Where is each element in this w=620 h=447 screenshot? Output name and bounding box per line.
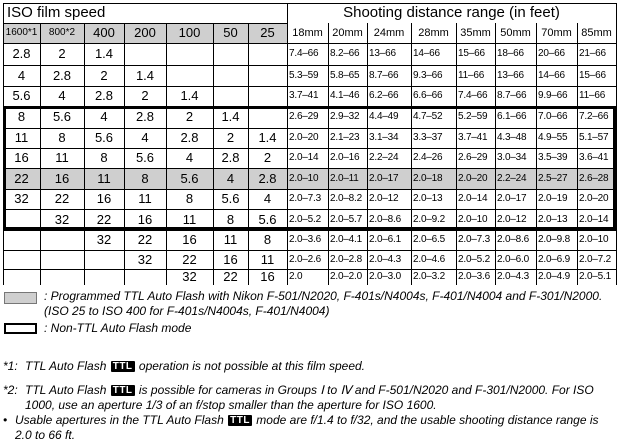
iso-column-header: 100 bbox=[178, 25, 201, 40]
aperture-cell: 4 bbox=[226, 171, 235, 186]
distance-cell: 2.0–4.6 bbox=[413, 254, 445, 265]
distance-cell: 2.0–12 bbox=[497, 214, 527, 225]
focal-length-header: 35mm bbox=[460, 27, 491, 39]
aperture-cell: 11 bbox=[260, 252, 275, 267]
aperture-cell: 32 bbox=[54, 212, 70, 227]
aperture-cell: 1.4 bbox=[135, 68, 155, 83]
distance-cell: 8.2–66 bbox=[330, 48, 360, 59]
aperture-cell: 16 bbox=[223, 252, 238, 267]
iso-column-header: 50 bbox=[223, 25, 238, 40]
aperture-cell: 2 bbox=[141, 88, 149, 103]
aperture-cell: 2 bbox=[185, 109, 194, 124]
distance-cell: 3.7–41 bbox=[458, 132, 488, 143]
distance-cell: 2.0–17 bbox=[369, 173, 399, 184]
focal-length-header: 24mm bbox=[373, 27, 405, 39]
footnote-3 bbox=[3, 413, 615, 443]
aperture-cell: 4 bbox=[100, 109, 108, 124]
aperture-cell: 32 bbox=[137, 252, 153, 267]
aperture-cell: 8 bbox=[17, 109, 26, 124]
grey-swatch-icon bbox=[4, 292, 37, 304]
distance-cell: 11–66 bbox=[579, 90, 606, 101]
distance-cell: 2.2–24 bbox=[497, 173, 527, 184]
legend-box-text: : Non-TTL Auto Flash mode bbox=[44, 321, 192, 335]
distance-cell: 2.0–2.8 bbox=[330, 254, 362, 265]
footnote-3-text-a: Usable apertures in the TTL Auto Flash bbox=[15, 413, 224, 427]
aperture-cell: 2.8 bbox=[180, 130, 199, 145]
aperture-cell: 11 bbox=[182, 212, 197, 227]
distance-cell: 11–66 bbox=[458, 70, 485, 81]
distance-cell: 2.0–4.9 bbox=[538, 271, 570, 282]
distance-cell: 2.6–29 bbox=[289, 111, 319, 122]
iso-film-speed-header: ISO film speed bbox=[7, 4, 106, 21]
distance-cell: 2.0–6.1 bbox=[369, 234, 401, 245]
aperture-cell: 16 bbox=[96, 191, 112, 206]
distance-cell: 2.0–14 bbox=[289, 152, 319, 163]
distance-cell: 2.0–20 bbox=[579, 193, 609, 204]
aperture-cell: 8 bbox=[185, 191, 194, 206]
distance-cell: 2.0–13 bbox=[413, 193, 443, 204]
distance-cell: 2.6–28 bbox=[579, 173, 609, 184]
aperture-cell: 4 bbox=[17, 68, 26, 83]
distance-cell: 2.0–14 bbox=[579, 214, 609, 225]
iso-column-header: 25 bbox=[260, 25, 275, 40]
iso-column-header: 800*2 bbox=[48, 27, 76, 38]
iso-column-header: 1600*1 bbox=[5, 27, 38, 38]
aperture-cell: 5.6 bbox=[94, 130, 114, 145]
legend-grey-row bbox=[3, 289, 615, 319]
aperture-cell: 1.4 bbox=[258, 130, 277, 145]
distance-cell: 8.7–66 bbox=[497, 90, 527, 101]
distance-cell: 2.0–5.2 bbox=[458, 254, 490, 265]
aperture-cell: 22 bbox=[182, 252, 197, 267]
distance-cell: 2.0–20 bbox=[289, 132, 319, 143]
distance-cell: 5.3–59 bbox=[289, 70, 319, 81]
bold-box-swatch-icon bbox=[4, 323, 37, 334]
ttl-badge-icon: TTL bbox=[230, 415, 250, 426]
distance-cell: 2.0–6.0 bbox=[497, 254, 529, 265]
focal-length-header: 18mm bbox=[292, 27, 323, 39]
aperture-cell: 4 bbox=[141, 130, 149, 145]
distance-cell: 2.0–20 bbox=[458, 173, 488, 184]
aperture-cell: 22 bbox=[96, 212, 112, 227]
distance-cell: 5.8–65 bbox=[330, 70, 360, 81]
aperture-cell: 2.8 bbox=[221, 150, 240, 165]
distance-cell: 4.7–52 bbox=[413, 111, 443, 122]
aperture-cell: 2.8 bbox=[12, 46, 31, 61]
aperture-cell: 2 bbox=[263, 150, 272, 165]
distance-cell: 2.0–4.3 bbox=[369, 254, 401, 265]
aperture-cell: 2 bbox=[100, 68, 108, 83]
distance-cell: 9.3–66 bbox=[413, 70, 443, 81]
aperture-cell: 5.6 bbox=[52, 109, 72, 124]
aperture-cell: 4 bbox=[263, 191, 272, 206]
distance-cell: 2.0–5.1 bbox=[579, 271, 611, 282]
focal-length-header: 50mm bbox=[500, 27, 531, 39]
distance-cell: 2.0 bbox=[289, 271, 303, 282]
footnote-2-mark: *2: bbox=[3, 383, 18, 397]
aperture-cell: 16 bbox=[260, 269, 275, 284]
aperture-cell: 22 bbox=[54, 191, 70, 206]
distance-cell: 2.1–23 bbox=[330, 132, 360, 143]
aperture-cell: 5.6 bbox=[135, 150, 155, 165]
ttl-badge-icon: TTL bbox=[112, 361, 133, 372]
distance-cell: 4.4–49 bbox=[369, 111, 399, 122]
aperture-cell: 4 bbox=[185, 150, 194, 165]
footnote-1 bbox=[3, 359, 615, 374]
aperture-cell: 2 bbox=[226, 130, 235, 145]
aperture-cell: 8 bbox=[58, 130, 66, 145]
footnote-2 bbox=[3, 383, 615, 413]
aperture-cell: 5.6 bbox=[180, 171, 199, 186]
distance-cell: 3.6–41 bbox=[579, 152, 609, 163]
aperture-cell: 11 bbox=[97, 171, 111, 186]
distance-cell: 2.0–3.0 bbox=[369, 271, 401, 282]
aperture-cell: 1.4 bbox=[180, 88, 199, 103]
distance-cell: 2.9–32 bbox=[330, 111, 360, 122]
distance-cell: 2.0–13 bbox=[538, 214, 568, 225]
distance-cell: 3.7–41 bbox=[289, 90, 319, 101]
focal-length-header: 85mm bbox=[581, 27, 612, 39]
aperture-cell: 2.8 bbox=[52, 68, 72, 83]
ttl-badge-icon: TTL bbox=[112, 385, 133, 396]
distance-cell: 6.2–66 bbox=[369, 90, 399, 101]
distance-cell: 2.0–7.2 bbox=[579, 254, 611, 265]
distance-cell: 7.0–66 bbox=[538, 111, 568, 122]
footnote-2-text-b: is possible for cameras in Groups Ⅰ to Ⅳ and F-501/N2020 and F-301/N2000. For ISO 1000, use an aperture 1/3 of an f/stop smaller than the aperture for ISO 1600. bbox=[25, 383, 594, 412]
distance-cell: 2.0–9.2 bbox=[413, 214, 445, 225]
distance-cell: 2.0–8.2 bbox=[330, 193, 362, 204]
distance-cell: 2.0–3.6 bbox=[289, 234, 321, 245]
distance-cell: 2.0–19 bbox=[538, 193, 568, 204]
distance-cell: 3.5–39 bbox=[538, 152, 568, 163]
distance-cell: 2.0–6.5 bbox=[413, 234, 445, 245]
legend-box-row bbox=[3, 321, 615, 336]
bullet-icon: • bbox=[3, 413, 8, 427]
distance-cell: 2.0–2.6 bbox=[289, 254, 321, 265]
distance-cell: 4.1–46 bbox=[330, 90, 360, 101]
focal-length-header: 20mm bbox=[332, 27, 363, 39]
footnote-3-text-b: mode are f/1.4 to f/32, and the usable shooting distance range is 2.0 to 66 ft. bbox=[15, 413, 599, 442]
distance-cell: 2.0–11 bbox=[330, 173, 359, 184]
aperture-cell: 22 bbox=[14, 171, 29, 186]
aperture-cell: 2.8 bbox=[135, 109, 155, 124]
distance-cell: 2.0–10 bbox=[289, 173, 319, 184]
distance-cell: 3.1–34 bbox=[369, 132, 399, 143]
distance-cell: 2.0–4.3 bbox=[497, 271, 529, 282]
footnote-2-text-a: TTL Auto Flash bbox=[25, 383, 107, 397]
distance-cell: 2.0–7.3 bbox=[289, 193, 321, 204]
distance-cell: 2.0–5.2 bbox=[289, 214, 321, 225]
distance-cell: 2.6–29 bbox=[458, 152, 488, 163]
distance-cell: 2.0–8.6 bbox=[369, 214, 401, 225]
aperture-cell: 8 bbox=[141, 171, 149, 186]
distance-cell: 21–66 bbox=[579, 48, 606, 59]
aperture-cell: 32 bbox=[14, 191, 29, 206]
distance-cell: 2.0–6.9 bbox=[538, 254, 570, 265]
distance-cell: 2.0–10 bbox=[458, 214, 488, 225]
distance-cell: 2.0–17 bbox=[497, 193, 527, 204]
shooting-distance-header: Shooting distance range (in feet) bbox=[343, 4, 560, 21]
aperture-cell: 5.6 bbox=[221, 191, 240, 206]
aperture-cell: 5.6 bbox=[258, 212, 277, 227]
aperture-cell: 22 bbox=[223, 269, 238, 284]
distance-cell: 4.3–48 bbox=[497, 132, 527, 143]
aperture-cell: 11 bbox=[138, 191, 152, 206]
distance-cell: 6.1–66 bbox=[497, 111, 527, 122]
distance-cell: 6.6–66 bbox=[413, 90, 443, 101]
aperture-cell: 8 bbox=[226, 212, 235, 227]
distance-cell: 2.2–24 bbox=[369, 152, 399, 163]
distance-cell: 2.0–7.3 bbox=[458, 234, 490, 245]
distance-cell: 20–66 bbox=[538, 48, 565, 59]
distance-cell: 8.7–66 bbox=[369, 70, 399, 81]
distance-cell: 2.0–2.0 bbox=[330, 271, 362, 282]
aperture-cell: 8 bbox=[263, 232, 272, 247]
aperture-cell: 11 bbox=[14, 130, 29, 145]
distance-cell: 13–66 bbox=[369, 48, 396, 59]
aperture-cell: 2 bbox=[58, 46, 66, 61]
distance-cell: 3.3–37 bbox=[413, 132, 443, 143]
distance-cell: 2.0–4.1 bbox=[330, 234, 362, 245]
distance-cell: 7.4–66 bbox=[289, 48, 319, 59]
distance-cell: 3.0–34 bbox=[497, 152, 527, 163]
aperture-cell: 22 bbox=[137, 232, 153, 247]
distance-cell: 5.2–59 bbox=[458, 111, 488, 122]
distance-cell: 2.0–8.6 bbox=[497, 234, 529, 245]
distance-cell: 15–66 bbox=[458, 48, 485, 59]
footnotes bbox=[3, 359, 615, 443]
distance-cell: 2.0–3.2 bbox=[413, 271, 445, 282]
legend bbox=[3, 289, 615, 336]
aperture-cell: 32 bbox=[182, 269, 197, 284]
distance-cell: 2.0–9.8 bbox=[538, 234, 570, 245]
footnote-1-text-a: TTL Auto Flash bbox=[25, 359, 107, 373]
distance-cell: 4.9–55 bbox=[538, 132, 568, 143]
distance-cell: 7.4–66 bbox=[458, 90, 488, 101]
aperture-cell: 1.4 bbox=[221, 109, 240, 124]
aperture-cell: 2.8 bbox=[94, 88, 114, 103]
distance-cell: 2.0–18 bbox=[413, 173, 443, 184]
distance-cell: 7.2–66 bbox=[579, 111, 609, 122]
iso-column-header: 400 bbox=[93, 25, 115, 40]
distance-cell: 2.0–14 bbox=[458, 193, 488, 204]
distance-cell: 5.1–57 bbox=[579, 132, 609, 143]
legend-grey-text: : Programmed TTL Auto Flash with Nikon F-501/N2020, F-401s/N4004s, F-401/N4004 and F-301/N2000. (ISO 25 to ISO 400 for F-401s/N4004s, F-401/N4004) bbox=[44, 289, 603, 318]
distance-cell: 2.0–16 bbox=[330, 152, 360, 163]
aperture-cell: 16 bbox=[54, 171, 70, 186]
aperture-cell: 11 bbox=[223, 232, 238, 247]
aperture-cell: 1.4 bbox=[94, 46, 114, 61]
aperture-cell: 16 bbox=[14, 150, 29, 165]
distance-cell: 18–66 bbox=[497, 48, 524, 59]
distance-cell: 13–66 bbox=[497, 70, 524, 81]
aperture-cell: 5.6 bbox=[12, 88, 31, 103]
distance-cell: 14–66 bbox=[538, 70, 565, 81]
aperture-cell: 11 bbox=[55, 150, 69, 165]
aperture-cell: 8 bbox=[100, 150, 108, 165]
distance-cell: 2.0–10 bbox=[579, 234, 609, 245]
distance-cell: 14–66 bbox=[413, 48, 440, 59]
footnote-1-mark: *1: bbox=[3, 359, 18, 373]
focal-length-header: 28mm bbox=[418, 27, 449, 39]
aperture-cell: 16 bbox=[137, 212, 153, 227]
distance-cell: 2.0–3.6 bbox=[458, 271, 490, 282]
focal-length-header: 70mm bbox=[541, 27, 572, 39]
aperture-cell: 2.8 bbox=[258, 171, 277, 186]
distance-cell: 9.9–66 bbox=[538, 90, 568, 101]
aperture-cell: 32 bbox=[96, 232, 112, 247]
distance-cell: 2.5–27 bbox=[538, 173, 568, 184]
distance-cell: 2.4–26 bbox=[413, 152, 443, 163]
aperture-cell: 16 bbox=[182, 232, 197, 247]
footnote-1-text-b: operation is not possible at this film speed. bbox=[138, 359, 366, 373]
distance-cell: 2.0–5.7 bbox=[330, 214, 362, 225]
distance-cell: 15–66 bbox=[579, 70, 606, 81]
aperture-cell: 4 bbox=[58, 88, 66, 103]
iso-column-header: 200 bbox=[134, 25, 156, 40]
distance-cell: 2.0–12 bbox=[369, 193, 399, 204]
